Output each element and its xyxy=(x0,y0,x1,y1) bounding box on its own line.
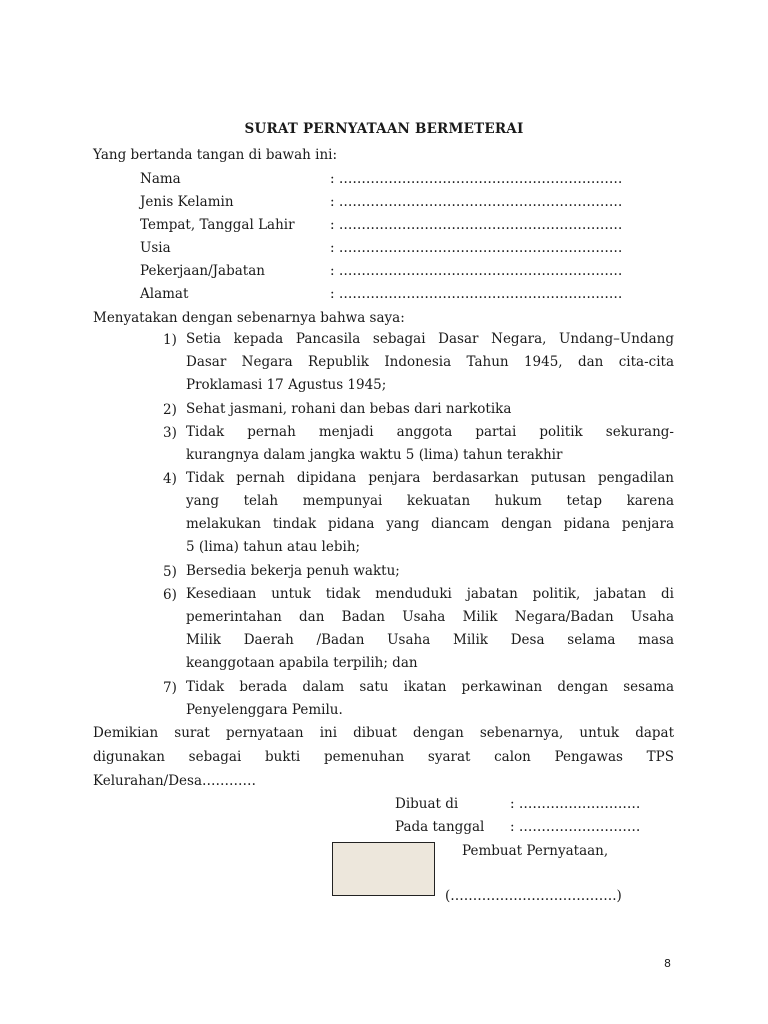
list-item xyxy=(186,583,674,675)
item-line: Penyelenggara Pemilu. xyxy=(186,702,343,718)
list-item xyxy=(186,560,674,583)
date-value: : ……………………… xyxy=(510,819,641,835)
field-value-tempat-tanggal-lahir: : ……………………………………………………… xyxy=(330,217,623,233)
item-line: Kesediaan untuk tidak menduduki jabatan politik, jabatan di xyxy=(186,586,674,602)
closing-paragraph xyxy=(93,721,674,793)
closing-line: digunakan sebagai bukti pemenuhan syarat calon Pengawas TPS xyxy=(93,749,674,765)
statement-intro: Menyatakan dengan sebenarnya bahwa saya: xyxy=(93,310,405,326)
item-line: Tidak pernah menjadi anggota partai politik sekurang- xyxy=(186,424,674,440)
item-line: Tidak berada dalam satu ikatan perkawinan dengan sesama xyxy=(186,679,674,695)
item-line: Milik Daerah /Badan Usaha Milik Desa selama masa xyxy=(186,632,674,648)
item-line: Setia kepada Pancasila sebagai Dasar Negara, Undang–Undang xyxy=(186,331,674,347)
document-title: SURAT PERNYATAAN BERMETERAI xyxy=(244,121,524,137)
item-number: 3) xyxy=(163,425,177,441)
item-line: Bersedia bekerja penuh waktu; xyxy=(186,563,400,579)
page-number: 8 xyxy=(664,957,671,970)
stamp-box xyxy=(332,842,435,896)
place-value: : ……………………… xyxy=(510,796,641,812)
list-item xyxy=(186,328,674,397)
closing-line: Demikian surat pernyataan ini dibuat dengan sebenarnya, untuk dapat xyxy=(93,725,674,741)
item-line: Dasar Negara Republik Indonesia Tahun 1945, dan cita-cita xyxy=(186,354,674,370)
field-value-nama: : ……………………………………………………… xyxy=(330,171,623,187)
item-number: 4) xyxy=(163,471,177,487)
field-label-jenis-kelamin: Jenis Kelamin xyxy=(140,194,234,210)
item-number: 5) xyxy=(163,564,177,580)
list-item xyxy=(186,421,674,467)
date-label: Pada tanggal xyxy=(395,819,485,835)
item-number: 7) xyxy=(163,680,177,696)
closing-line: Kelurahan/Desa………… xyxy=(93,773,257,789)
list-item xyxy=(186,676,674,722)
field-label-tempat-tanggal-lahir: Tempat, Tanggal Lahir xyxy=(140,217,295,233)
place-label: Dibuat di xyxy=(395,796,459,812)
field-label-usia: Usia xyxy=(140,240,171,256)
field-value-jenis-kelamin: : ……………………………………………………… xyxy=(330,194,623,210)
signature-line: (……………………………….) xyxy=(445,888,622,904)
item-number: 6) xyxy=(163,587,177,603)
item-line: Sehat jasmani, rohani dan bebas dari narkotika xyxy=(186,401,512,417)
item-line: 5 (lima) tahun atau lebih; xyxy=(186,539,361,555)
field-label-nama: Nama xyxy=(140,171,181,187)
item-number: 1) xyxy=(163,332,177,348)
item-line: pemerintahan dan Badan Usaha Milik Negara/Badan Usaha xyxy=(186,609,674,625)
field-label-alamat: Alamat xyxy=(140,286,189,302)
item-line: Proklamasi 17 Agustus 1945; xyxy=(186,377,387,393)
intro-text: Yang bertanda tangan di bawah ini: xyxy=(93,147,338,163)
list-item xyxy=(186,398,674,421)
field-label-pekerjaan: Pekerjaan/Jabatan xyxy=(140,263,265,279)
item-line: kurangnya dalam jangka waktu 5 (lima) tahun terakhir xyxy=(186,447,563,463)
item-line: Tidak pernah dipidana penjara berdasarkan putusan pengadilan xyxy=(186,470,674,486)
field-value-pekerjaan: : ……………………………………………………… xyxy=(330,263,623,279)
item-line: keanggotaan apabila terpilih; dan xyxy=(186,655,418,671)
item-line: melakukan tindak pidana yang diancam dengan pidana penjara xyxy=(186,516,674,532)
signer-label: Pembuat Pernyataan, xyxy=(462,843,609,859)
item-line: yang telah mempunyai kekuatan hukum tetap karena xyxy=(186,493,674,509)
field-value-alamat: : ……………………………………………………… xyxy=(330,286,623,302)
list-item xyxy=(186,467,674,559)
field-value-usia: : ……………………………………………………… xyxy=(330,240,623,256)
item-number: 2) xyxy=(163,402,177,418)
